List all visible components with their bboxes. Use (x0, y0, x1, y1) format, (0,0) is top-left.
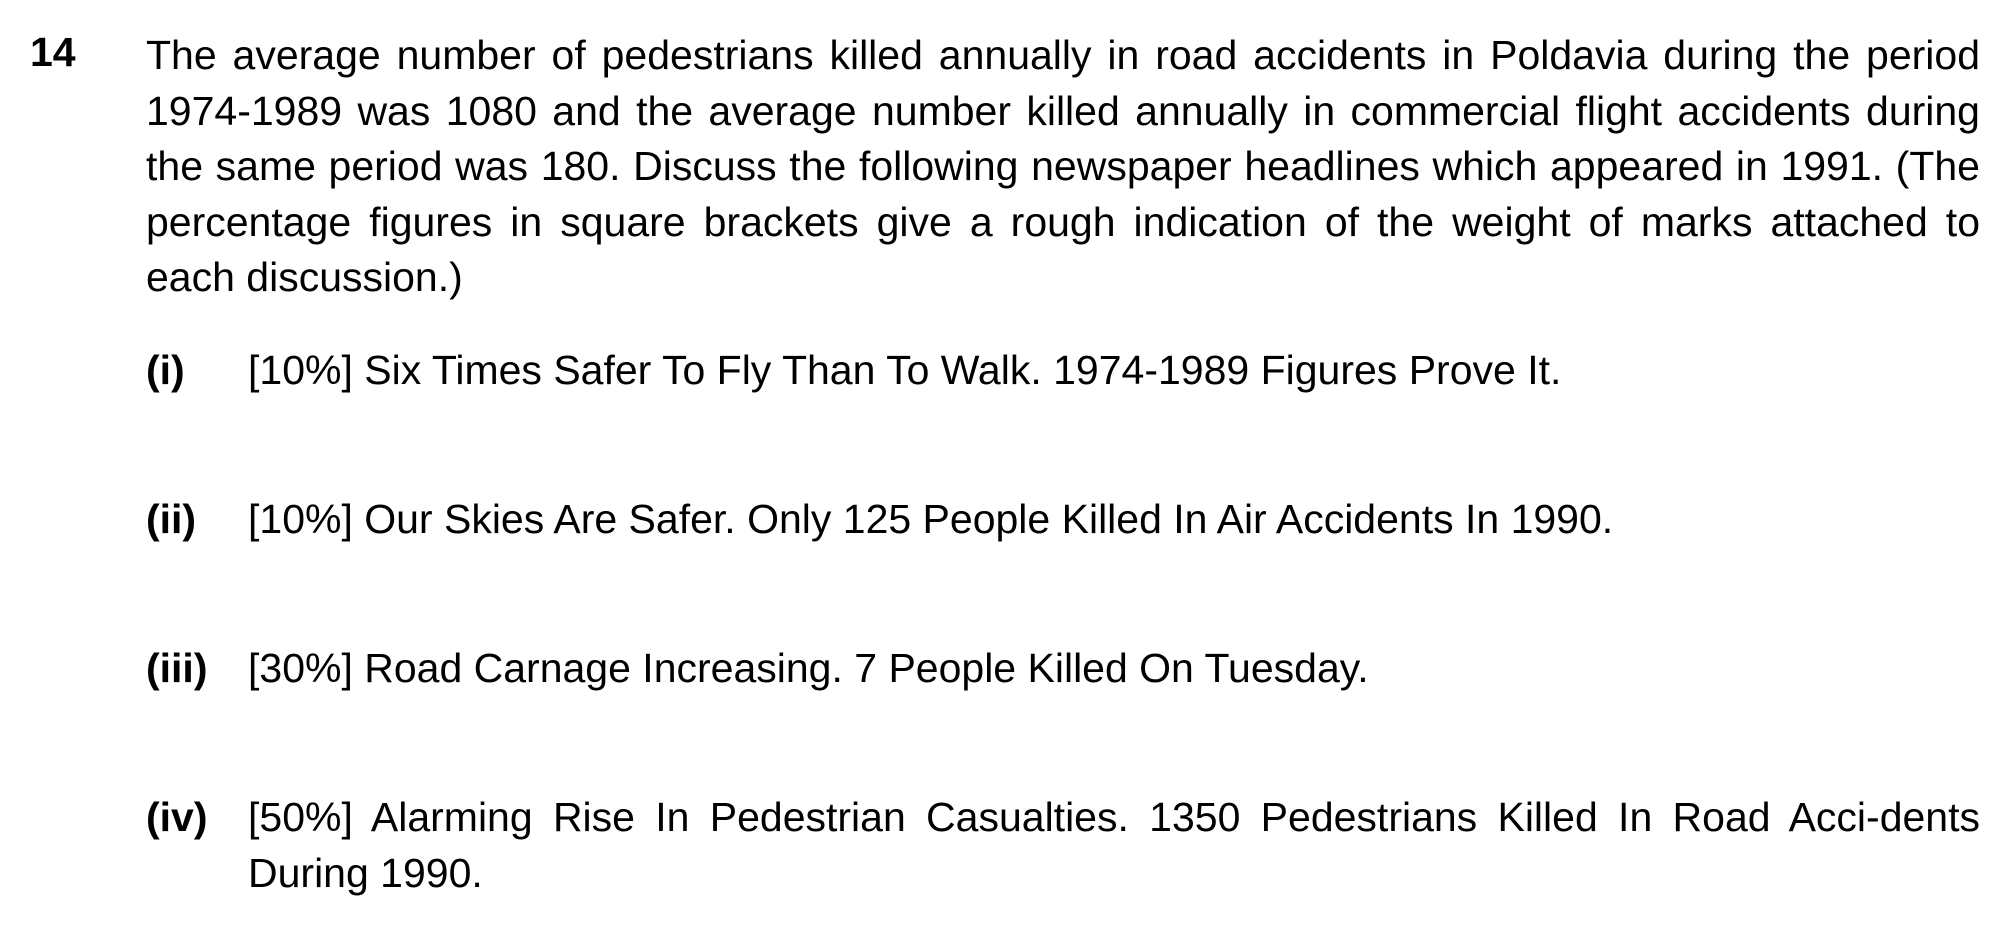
sub-question-text: [10%] Our Skies Are Safer. Only 125 People Killed In Air Accidents In 1990. (248, 496, 1614, 542)
sub-question-text: [30%] Road Carnage Increasing. 7 People Killed On Tuesday. (248, 645, 1369, 691)
question-number: 14 (30, 29, 76, 75)
sub-question-label: (iv) (146, 794, 208, 840)
sub-question-label: (iii) (146, 645, 208, 691)
sub-question-text: [50%] Alarming Rise In Pedestrian Casualties. 1350 Pedestrians Killed In Road Acci-dents During 1990. (248, 794, 1980, 896)
sub-question-text: [10%] Six Times Safer To Fly Than To Walk. 1974-1989 Figures Prove It. (248, 347, 1562, 393)
question-stem: The average number of pedestrians killed annually in road accidents in Poldavia during the period 1974-1989 was 1080 and the average number killed annually in commercial flight accidents during the same period was 180. Discuss the following newspaper headlines which appeared in 1991. (The percentage figures in square brackets give a rough indication of the weight of marks attached to each discussion.) (146, 32, 1980, 300)
sub-question-label: (ii) (146, 496, 197, 542)
sub-question-label: (i) (146, 347, 185, 393)
